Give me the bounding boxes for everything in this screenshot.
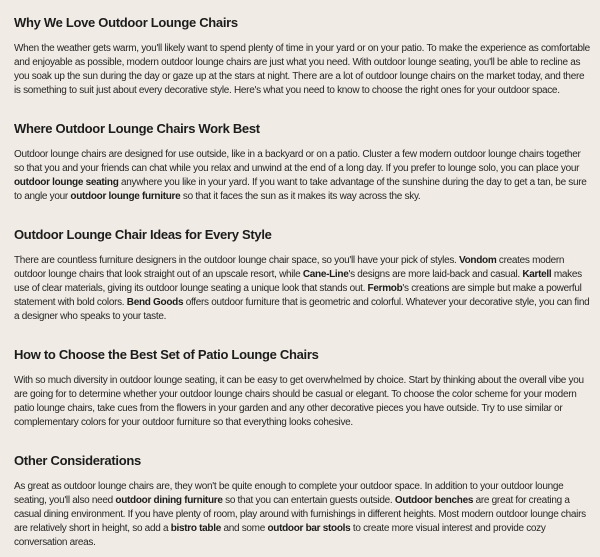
section-paragraph	[14, 254, 591, 324]
bold-keyword: Fermob	[367, 283, 403, 294]
text-run: creates modern outdoor lounge chairs that look straight out of an upscale resort, while	[14, 255, 565, 280]
bold-keyword: Kartell	[522, 269, 552, 280]
bold-keyword: Cane-Line	[302, 269, 349, 280]
section-heading: Outdoor Lounge Chair Ideas for Every Style	[14, 227, 272, 242]
section-heading: Where Outdoor Lounge Chairs Work Best	[14, 121, 260, 136]
bold-keyword: outdoor lounge seating	[14, 177, 119, 188]
bold-keyword: Bend Goods	[126, 297, 184, 308]
bold-keyword: Outdoor benches	[394, 495, 474, 506]
bold-keyword: outdoor bar stools	[267, 523, 351, 534]
text-run: so that it faces the sun as it makes its way across the sky.	[180, 191, 421, 202]
text-run: so that you can entertain guests outside.	[222, 495, 395, 506]
section-heading: Other Considerations	[14, 453, 141, 468]
section-paragraph	[14, 42, 591, 98]
section-paragraph	[14, 148, 591, 204]
bold-keyword: outdoor lounge furniture	[70, 191, 181, 202]
section-heading: Why We Love Outdoor Lounge Chairs	[14, 15, 238, 30]
text-run: As great as outdoor lounge chairs are, they won't be quite enough to complete your outdoor space. In addition to your outdoor lounge seating, you'll also need	[14, 481, 564, 506]
text-run: 's designs are more laid-back and casual.	[348, 269, 523, 280]
text-run: 's creations are simple but make a powerful statement with bold colors.	[14, 283, 582, 308]
text-run: are great for creating a casual dining environment. If you have plenty of room, play around with furnishings in different heights. Most modern outdoor lounge chairs are relatively short in height, so add a	[14, 495, 586, 534]
text-run: offers outdoor furniture that is geometric and colorful. Whatever your decorative style, you can find a designer who speaks to your taste.	[14, 297, 590, 322]
text-run: makes use of clear materials, giving its outdoor lounge seating a unique look that stands out.	[14, 269, 582, 294]
section-paragraph	[14, 374, 591, 430]
bold-keyword: Vondom	[458, 255, 497, 266]
section-paragraph	[14, 480, 591, 550]
text-run: With so much diversity in outdoor lounge seating, it can be easy to get overwhelmed by choice. Start by thinking about the overall vibe you are going for to determine whether your outdoor lounge chairs should be casual or elegant. To choose the color scheme for your modern patio lounge chairs, take cues from the flowers in your garden and any other decorative pieces you have outside. Try to use similar or complementary colors for your outdoor furniture so that everything looks cohesive.	[14, 375, 584, 428]
text-run: anywhere you like in your yard. If you want to take advantage of the sunshine during the day to get a tan, be sure to angle your	[14, 177, 587, 202]
text-run: When the weather gets warm, you'll likely want to spend plenty of time in your yard or on your patio. To make the experience as comfortable and enjoyable as possible, modern outdoor lounge chairs are just what you need. With outdoor lounge seating, you'll be able to recline as you soak up the sun during the day or gaze up at the stars at night. There are a lot of outdoor lounge chairs on the market today, and there is something to suit just about every decorative style. Here's what you need to know to choose the right ones for your outdoor space.	[14, 43, 590, 96]
bold-keyword: outdoor dining furniture	[115, 495, 223, 506]
text-run: Outdoor lounge chairs are designed for use outside, like in a backyard or on a patio. Cluster a few modern outdoor lounge chairs together so that you and your friends can chat while you relax and unwind at the end of a long day. If you prefer to lounge solo, you can place your	[14, 149, 581, 174]
text-run: and some	[220, 523, 268, 534]
text-run: There are countless furniture designers in the outdoor lounge chair space, so you'll have your pick of styles.	[14, 255, 459, 266]
text-run: to create more visual interest and provide cozy conversation areas.	[14, 523, 546, 548]
section-heading: How to Choose the Best Set of Patio Lounge Chairs	[14, 347, 319, 362]
bold-keyword: bistro table	[170, 523, 221, 534]
